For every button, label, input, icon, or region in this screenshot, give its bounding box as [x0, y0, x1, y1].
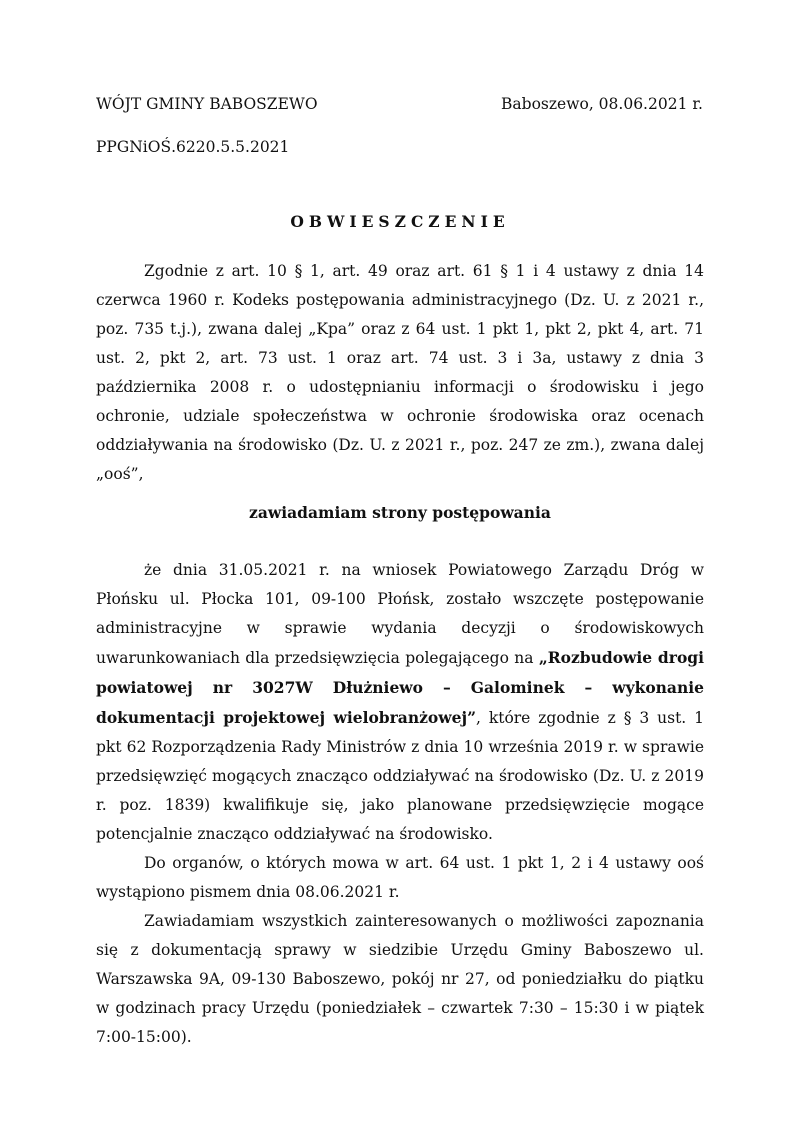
organs-paragraph: Do organów, o których mowa w art. 64 ust. 1 pkt 1, 2 i 4 ustawy ooś wystąpiono pismem dnia 08.06.2021 r. — [96, 854, 704, 901]
main-section — [96, 556, 704, 1052]
main-paragraph — [96, 556, 704, 849]
reference-number: PPGNiOŚ.6220.5.5.2021 — [96, 138, 290, 156]
notice-heading: zawiadamiam strony postępowania — [249, 503, 551, 522]
intro-paragraph: Zgodnie z art. 10 § 1, art. 49 oraz art. 61 § 1 i 4 ustawy z dnia 14 czerwca 1960 r. Kodeks postępowania administracyjnego (Dz. U. z 2021 r., poz. 735 t.j.), zwana dalej „Kpa” oraz z 64 ust. 1 pkt 1, pkt 2, pkt 4, art. 71 ust. 2, pkt 2, art. 73 ust. 1 oraz art. 74 ust. 3 i 3a, ustawy z dnia 3 października 2008 r. o udostępnianiu informacji o środowisku i jego ochronie, udziale społeczeństwa w ochronie środowiska oraz ocenach oddziaływania na środowisko (Dz. U. z 2021 r., poz. 247 ze zm.), zwana dalej „ooś”, — [96, 262, 704, 483]
final-paragraph: Zawiadamiam wszystkich zainteresowanych o możliwości zapoznania się z dokumentacją sprawy w siedzibie Urzędu Gminy Baboszewo ul. Warszawska 9A, 09-130 Baboszewo, pokój nr 27, od poniedziałku do piątku w godzinach pracy Urzędu (poniedziałek – czwartek 7:30 – 15:30 i w piątek 7:00-15:00). — [96, 912, 704, 1046]
main-paragraph-part2: , które zgodnie z § 3 ust. 1 pkt 62 Rozporządzenia Rady Ministrów z dnia 10 września 2019 r. w sprawie przedsięwzięć mogących znacząco oddziaływać na środowisko (Dz. U. z 2019 r. poz. 1839) kwalifikuje się, jako planowane przedsięwzięcie mogące potencjalnie znacząco oddziaływać na środowisko. — [96, 709, 705, 843]
document-title: OBWIESZCZENIE — [290, 212, 510, 231]
authority-name: WÓJT GMINY BABOSZEWO — [96, 95, 318, 113]
place-date: Baboszewo, 08.06.2021 r. — [501, 95, 703, 113]
main-paragraph-part1: że dnia 31.05.2021 r. na wniosek Powiatowego Zarządu Dróg w Płońsku ul. Płocka 101, 09-100 Płońsk, zostało wszczęte postępowanie administracyjne w sprawie wydania decyzji o środowiskowych uwarunkowaniach dla przedsięwzięcia polegającego na — [96, 561, 704, 667]
intro-section — [96, 257, 704, 489]
project-name: „Rozbudowie drogi powiatowej nr 3027W Dłużniewo – Galominek – wykonanie dokumentacji projektowej wielobranżowej” — [96, 648, 705, 727]
